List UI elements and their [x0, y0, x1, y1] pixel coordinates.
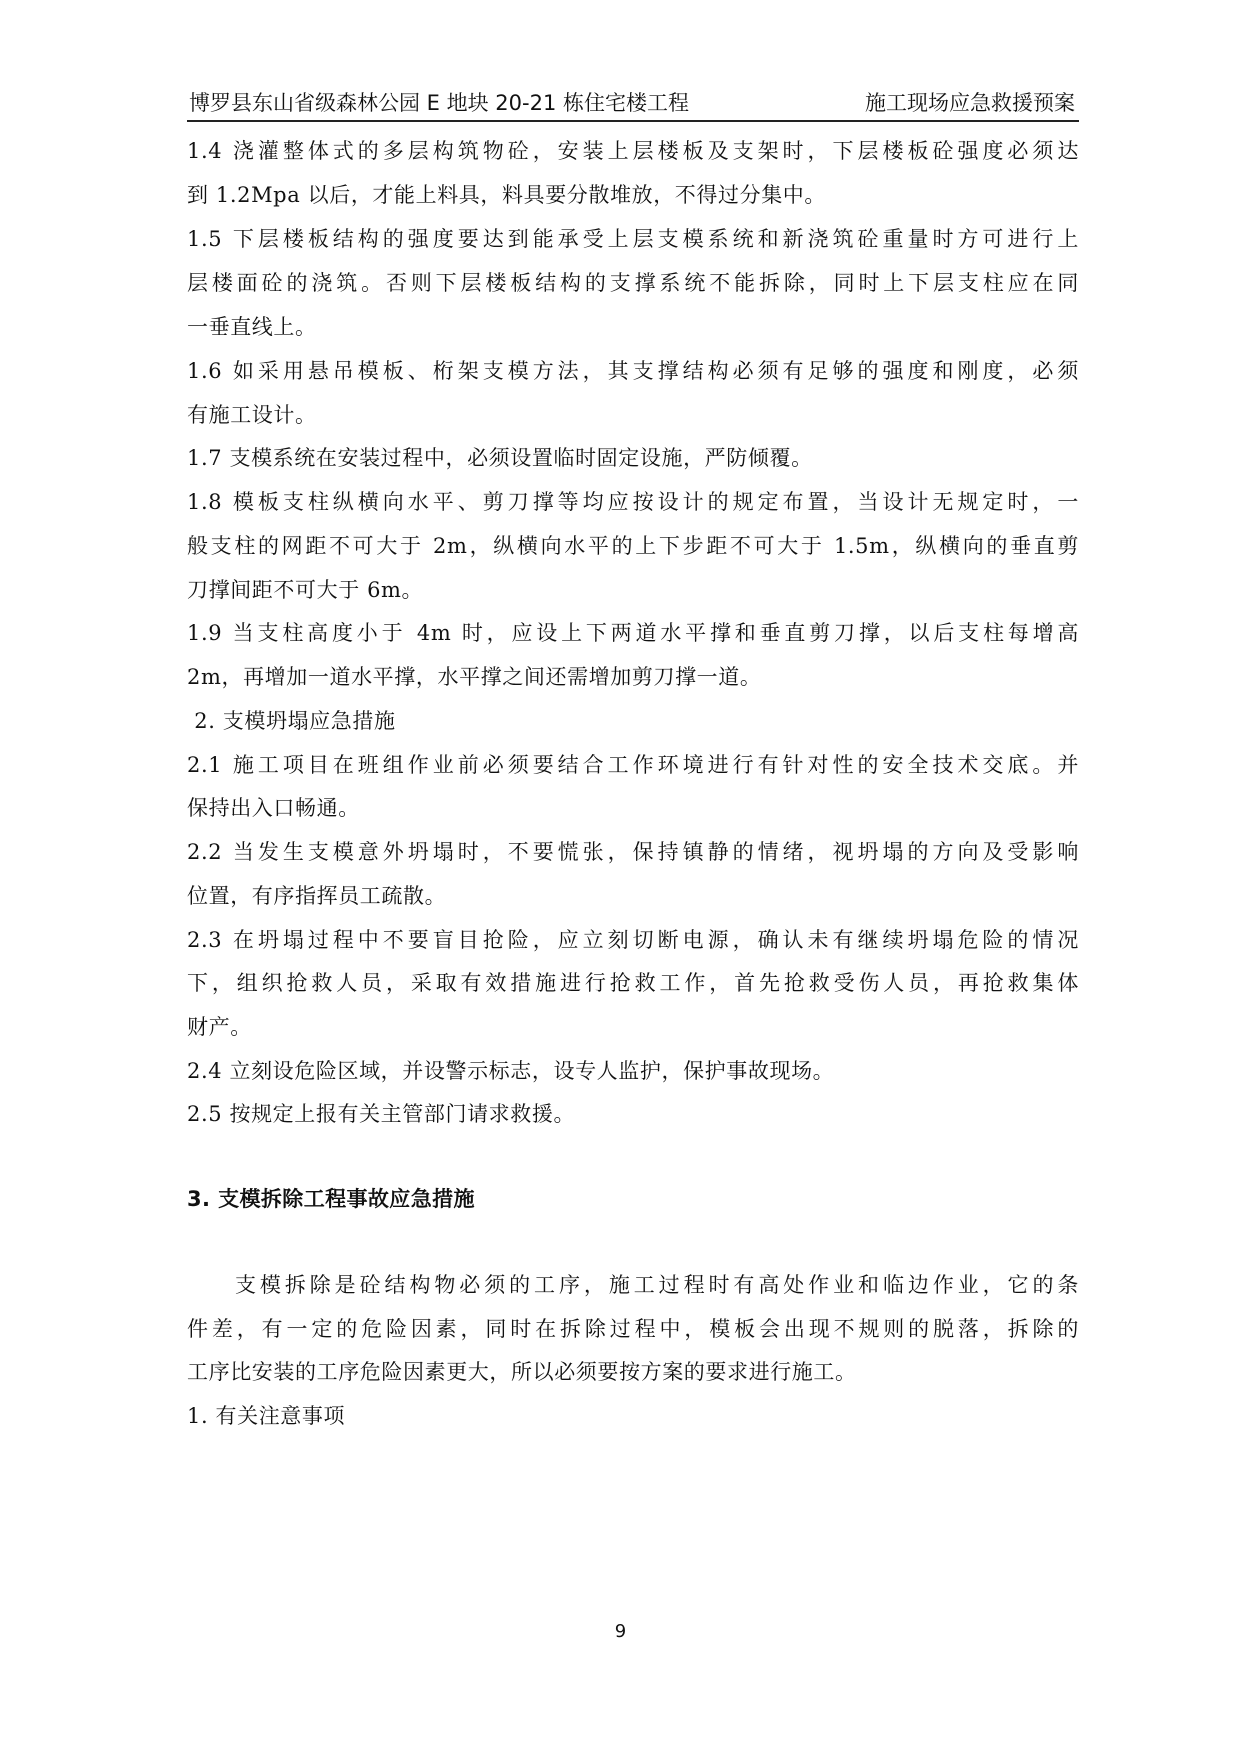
text-line: 工序比安装的工序危险因素更大，所以必须要按方案的要求进行施工。: [187, 1360, 857, 1384]
text-line: 层楼面砼的浇筑。否则下层楼板结构的支撑系统不能拆除，同时上下层支柱应在同: [187, 271, 1079, 295]
text-line: 般支柱的网距不可大于 2m，纵横向水平的上下步距不可大于 1.5m，纵横向的垂直剪: [187, 534, 1079, 558]
text-line: 2.2 当发生支模意外坍塌时，不要慌张，保持镇静的情绪，视坍塌的方向及受影响: [187, 840, 1079, 864]
text-line: 支模拆除是砼结构物必须的工序，施工过程时有高处作业和临边作业，它的条: [235, 1273, 1079, 1297]
text-line: 1.9 当支柱高度小于 4m 时，应设上下两道水平撑和垂直剪刀撑，以后支柱每增高: [187, 621, 1079, 645]
text-line: 1.6 如采用悬吊模板、桁架支模方法，其支撑结构必须有足够的强度和刚度，必须: [187, 359, 1079, 383]
text-line: 有施工设计。: [187, 403, 317, 427]
header-document-title: 施工现场应急救援预案: [865, 91, 1075, 115]
text-line: 2.4 立刻设危险区域，并设警示标志，设专人监护，保护事故现场。: [187, 1059, 835, 1083]
text-line: 财产。: [187, 1015, 252, 1039]
header-project-title: 博罗县东山省级森林公园 E 地块 20-21 栋住宅楼工程: [189, 91, 689, 115]
text-line: 2m，再增加一道水平撑，水平撑之间还需增加剪刀撑一道。: [187, 665, 762, 689]
text-line: 一垂直线上。: [187, 315, 317, 339]
text-line: 保持出入口畅通。: [187, 796, 360, 820]
text-line: 到 1.2Mpa 以后，才能上料具，料具要分散堆放，不得过分集中。: [187, 183, 827, 207]
page-header: [187, 86, 1079, 122]
list-heading: 1. 有关注意事项: [187, 1404, 346, 1428]
subsection-heading: 2. 支模坍塌应急措施: [187, 709, 396, 733]
text-line: 1.4 浇灌整体式的多层构筑物砼，安装上层楼板及支架时，下层楼板砼强度必须达: [187, 139, 1079, 163]
text-line: 1.8 模板支柱纵横向水平、剪刀撑等均应按设计的规定布置，当设计无规定时，一: [187, 490, 1079, 514]
text-line: 1.5 下层楼板结构的强度要达到能承受上层支模系统和新浇筑砼重量时方可进行上: [187, 227, 1079, 251]
text-line: 下，组织抢救人员，采取有效措施进行抢救工作，首先抢救受伤人员，再抢救集体: [187, 971, 1079, 995]
text-line: 1.7 支模系统在安装过程中，必须设置临时固定设施，严防倾覆。: [187, 446, 813, 470]
text-line: 2.5 按规定上报有关主管部门请求救援。: [187, 1102, 576, 1126]
text-line: 2.3 在坍塌过程中不要盲目抢险，应立刻切断电源，确认未有继续坍塌危险的情况: [187, 928, 1079, 952]
page-number: 9: [614, 1621, 627, 1642]
text-line: 位置，有序指挥员工疏散。: [187, 884, 447, 908]
text-line: 刀撑间距不可大于 6m。: [187, 578, 424, 602]
section-heading: 3. 支模拆除工程事故应急措施: [187, 1187, 475, 1211]
text-line: 件差，有一定的危险因素，同时在拆除过程中，模板会出现不规则的脱落，拆除的: [187, 1317, 1079, 1341]
text-line: 2.1 施工项目在班组作业前必须要结合工作环境进行有针对性的安全技术交底。并: [187, 753, 1079, 777]
